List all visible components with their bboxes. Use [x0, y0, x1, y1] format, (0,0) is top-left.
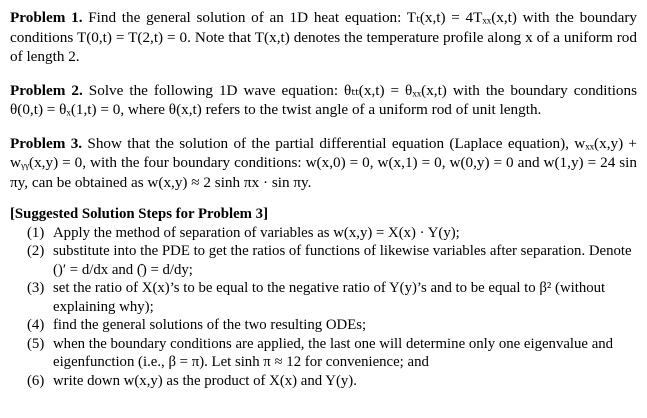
- step-text: find the general solutions of the two resulting ODEs;: [53, 317, 367, 333]
- problem-1-label: Problem 1.: [10, 9, 83, 26]
- problem-2-label: Problem 2.: [10, 81, 83, 99]
- step-number: (5): [27, 335, 45, 352]
- step-text: when the boundary conditions are applied, the last one will determine only one eigenvalue and eigenfunction (i.e., β = π). Let sinh π ≈ 12 for convenience; and: [53, 335, 614, 370]
- problem-2-text: Solve the following 1D wave equation: θₜₜ(x,t) = θₓₓ(x,t) with the boundary conditions θ(0,t) = θₓ(1,t) = 0, where θ(x,t) refers to the twist angle of a uniform rod of unit length.: [10, 81, 638, 118]
- step-number: (2): [27, 243, 45, 259]
- problem-3-text: Show that the solution of the partial differential equation (Laplace equation), wₓₓ(x,y) + wᵧᵧ(x,y) = 0, with the four boundary conditions: w(x,0) = 0, w(x,1) = 0, w(0,y) = 0 and w(1,y) = 24 sin πy, can be obtained as w(x,y) ≈ 2 sinh πx · sin πy.: [10, 134, 637, 191]
- step-item: [27, 279, 637, 316]
- step-item: [27, 242, 637, 279]
- step-item: [27, 372, 637, 391]
- solution-steps-title: [Suggested Solution Steps for Problem 3]: [10, 206, 268, 222]
- problem-1: [10, 8, 637, 67]
- problem-2: [10, 81, 637, 120]
- step-number: (4): [27, 317, 45, 333]
- step-text: substitute into the PDE to get the ratios of functions of likewise variables after separation. Denote ()′ = d/dx and (̇) = d/dy;: [53, 243, 632, 278]
- step-number: (6): [27, 372, 45, 389]
- step-text: Apply the method of separation of variables as w(x,y) = X(x) · Y(y);: [53, 224, 460, 241]
- problem-1-text: Find the general solution of an 1D heat equation: Tₜ(x,t) = 4Tₓₓ(x,t) with the boundary conditions T(0,t) = T(2,t) = 0. Note that T(x,t) denotes the temperature profile along x of a uniform rod of length 2.: [10, 9, 638, 65]
- solution-steps: [10, 205, 637, 390]
- problem-3-label: Problem 3.: [10, 134, 83, 152]
- steps-list: [10, 224, 637, 391]
- step-number: (1): [27, 224, 45, 241]
- step-number: (3): [27, 280, 45, 296]
- step-text: write down w(x,y) as the product of X(x) and Y(y).: [53, 372, 357, 389]
- step-item: [27, 224, 637, 243]
- step-text: set the ratio of X(x)’s to be equal to the negative ratio of Y(y)’s and to be equal to β² (without explaining why);: [53, 280, 606, 315]
- step-item: [27, 316, 637, 335]
- problem-3: [10, 134, 637, 193]
- step-item: [27, 335, 637, 372]
